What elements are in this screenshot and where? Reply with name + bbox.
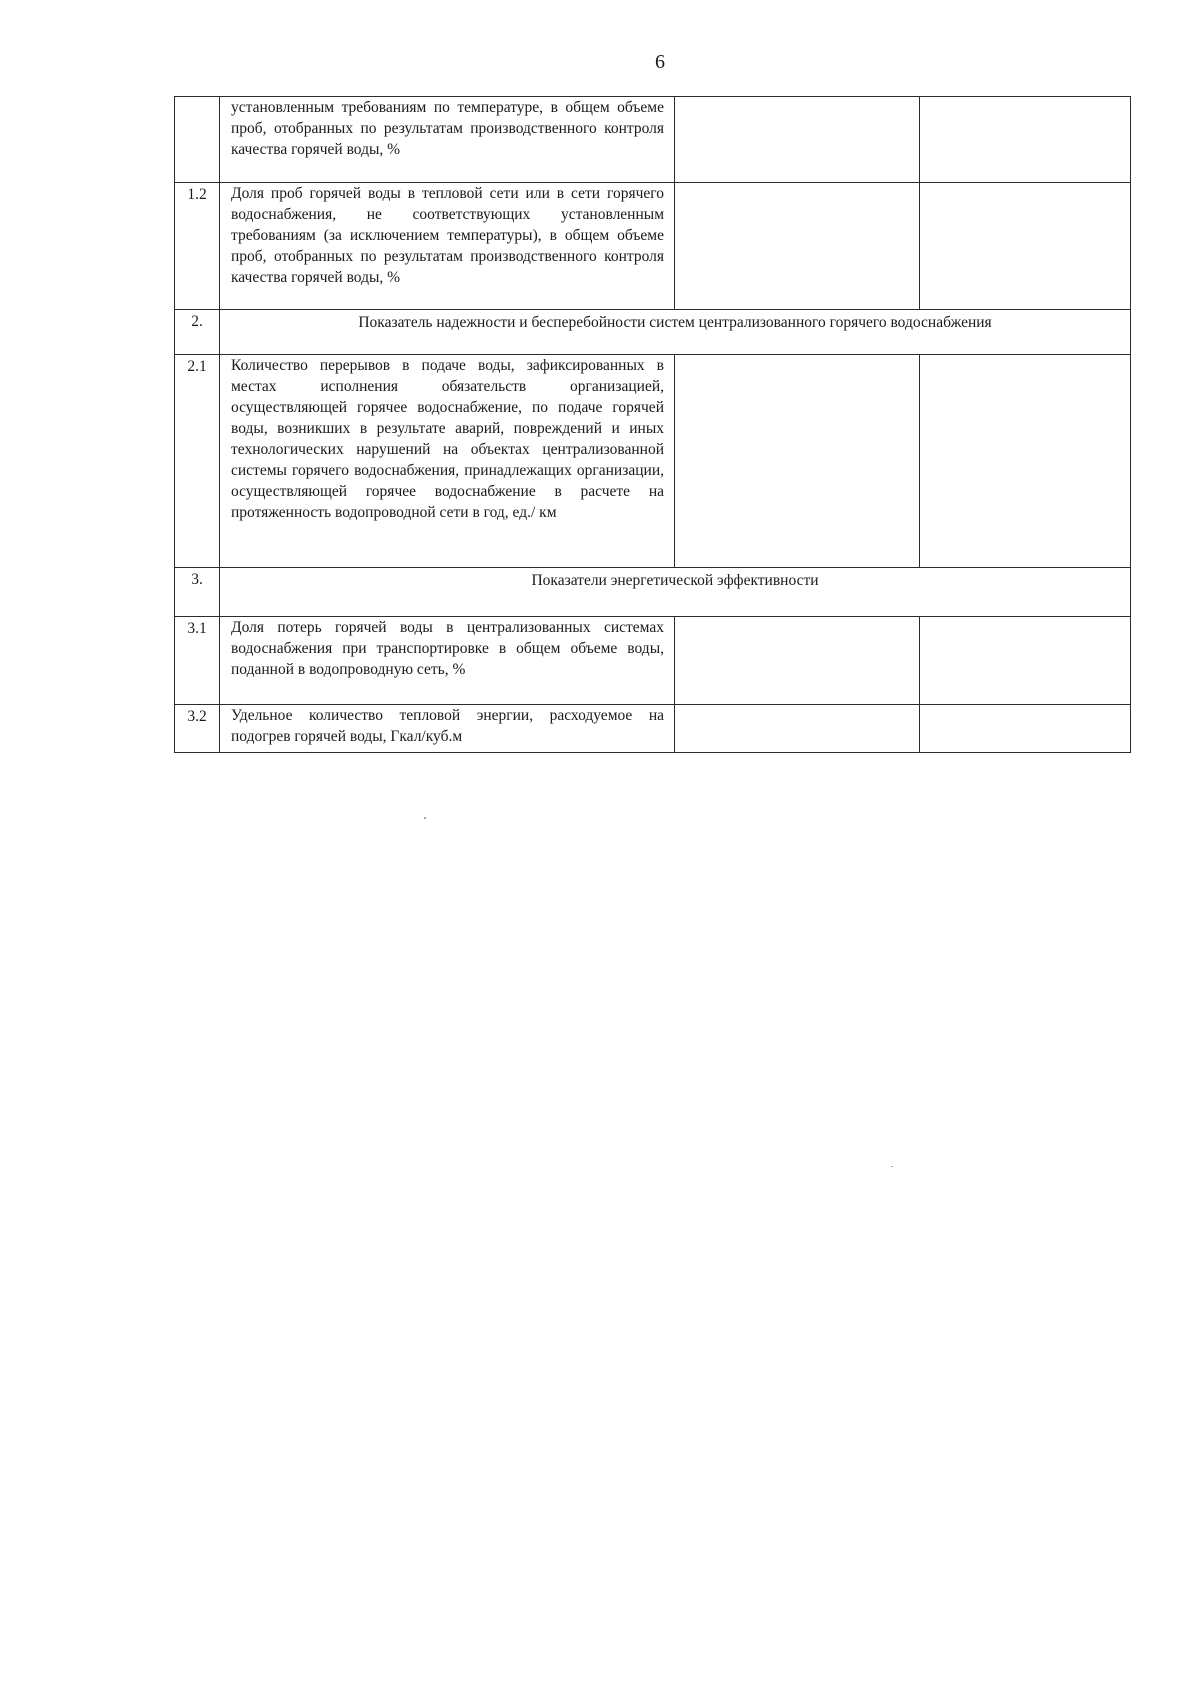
table-row [175,617,1131,705]
scan-speck [891,1166,893,1167]
value-cell [675,705,920,753]
table-row [175,97,1131,183]
section-row [175,310,1131,355]
value-cell [675,97,920,183]
section-number: 3. [175,568,220,617]
table-row [175,183,1131,310]
table-row [175,355,1131,568]
row-number: 3.2 [175,705,220,753]
row-number: 3.1 [175,617,220,705]
scan-speck [424,817,426,819]
section-title: Показатели энергетической эффективности [220,568,1131,617]
page-number: 6 [655,51,665,73]
row-number: 2.1 [175,355,220,568]
value-cell [920,355,1131,568]
value-cell [920,97,1131,183]
indicator-description: Удельное количество тепловой энергии, расходуемое на подогрев горячей воды, Гкал/куб.м [220,705,675,753]
value-cell [920,705,1131,753]
section-row [175,568,1131,617]
value-cell [675,617,920,705]
section-number: 2. [175,310,220,355]
value-cell [675,183,920,310]
indicator-description: установленным требованиям по температуре, в общем объеме проб, отобранных по результатам производственного контроля качества горячей воды, % [220,97,675,183]
indicator-description: Доля потерь горячей воды в централизованных системах водоснабжения при транспортировке в общем объеме воды, поданной в водопроводную сеть, % [220,617,675,705]
value-cell [675,355,920,568]
indicator-description: Доля проб горячей воды в тепловой сети или в сети горячего водоснабжения, не соответствующих установленным требованиям (за исключением температуры), в общем объеме проб, отобранных по результатам производственного контроля качества горячей воды, % [220,183,675,310]
section-title: Показатель надежности и бесперебойности систем централизованного горячего водоснабжения [220,310,1131,355]
indicators-table [174,96,1131,753]
value-cell [920,617,1131,705]
indicator-description: Количество перерывов в подаче воды, зафиксированных в местах исполнения обязательств организацией, осуществляющей горячее водоснабжение, по подаче горячей воды, возникших в результате аварий, повреждений и иных технологических нарушений на объектах централизованной системы горячего водоснабжения, принадлежащих организации, осуществляющей горячее водоснабжение в расчете на протяженность водопроводной сети в год, ед./ км [220,355,675,568]
value-cell [920,183,1131,310]
table-row [175,705,1131,753]
row-number: 1.2 [175,183,220,310]
row-number [175,97,220,183]
